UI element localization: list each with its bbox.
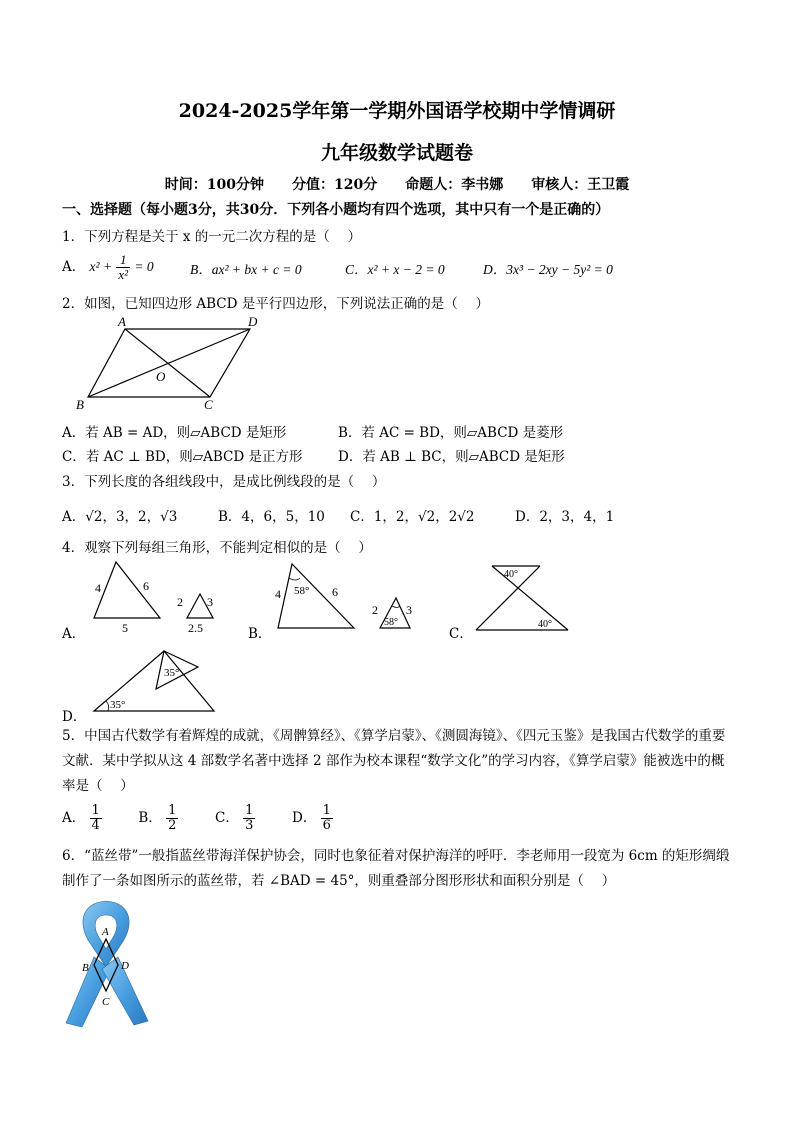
- side-label: 6: [332, 585, 338, 599]
- q4-stem: 4．观察下列每组三角形，不能判定相似的是（ ）: [62, 540, 372, 556]
- fraction: $\frac{1}{3}$: [245, 803, 254, 833]
- ribbon-label-d: D: [121, 960, 129, 972]
- angle-label: 35°: [164, 667, 180, 679]
- side-label: 4: [95, 581, 101, 595]
- option-label: B．: [138, 810, 162, 826]
- diagonal-bd: [88, 329, 250, 397]
- q4-option-b-label: B．: [248, 626, 272, 642]
- angle-arc: [106, 701, 109, 711]
- angle-label: 40°: [538, 619, 552, 630]
- triangle-large: [94, 562, 160, 618]
- exam-meta: 时间：100分钟 分值：120分 命题人：李书娜 审核人：王卫霞: [164, 177, 630, 193]
- parallelogram-figure: [70, 315, 270, 415]
- q4-option-d-label: D．: [62, 709, 87, 725]
- angle-arc: [392, 606, 400, 608]
- q5-text: 5．中国古代数学有着辉煌的成就，《周髀算经》、《算学启蒙》、《测圆海镜》、《四元玉鉴》是我国古代数学的重要文献．某中学拟从这 4 部数学名著中选择 2 部作为校本课程“数学文化”的学习内容，《算学启蒙》能被选中的概率是（ ）: [62, 728, 726, 794]
- vertex-d-label: D: [248, 315, 258, 329]
- fraction: $\frac{1}{4}$: [91, 803, 100, 833]
- angle-label: 58°: [294, 585, 310, 597]
- q4-figure-d: [88, 645, 223, 715]
- q1-stem: 1．下列方程是关于 x 的一元二次方程的是（ ）: [62, 229, 362, 245]
- vertex-c-label: C: [204, 397, 213, 412]
- center-o-label: O: [156, 369, 166, 384]
- side-label: 2: [177, 595, 183, 609]
- q5-options: [62, 800, 333, 836]
- q2-stem: 2．如图，已知四边形 ABCD 是平行四边形，下列说法正确的是（ ）: [62, 296, 490, 312]
- option-label: C．: [215, 810, 239, 826]
- q2-option-d: D．若 AB ⊥ BC，则▱ABCD 是矩形: [338, 449, 565, 465]
- side-label: 6: [143, 579, 149, 593]
- q1-option-d: D．3x³ − 2xy − 5y² = 0: [483, 262, 613, 277]
- vertex-b-label: B: [76, 397, 84, 412]
- q3-stem: 3．下列长度的各组线段中，是成比例线段的是（ ）: [62, 474, 386, 490]
- q2-option-b: B．若 AC = BD，则▱ABCD 是菱形: [338, 425, 564, 441]
- fraction: $\frac{1}{6}$: [322, 803, 331, 833]
- angle-label: 40°: [504, 569, 518, 580]
- side-label: 3: [406, 603, 412, 617]
- ribbon-label-b: B: [82, 962, 89, 974]
- q3-option-c: C．1，2，√2，2√2: [350, 509, 475, 525]
- q3-option-b: B．4，6，5，10: [218, 509, 325, 525]
- vertex-a-label: A: [118, 315, 126, 329]
- option-label: D．: [292, 810, 317, 826]
- blue-ribbon-figure: [60, 895, 160, 1030]
- q6-text: 6．“蓝丝带”一般指蓝丝带海洋保护协会，同时也象征着对保护海洋的呼吁．李老师用一段宽为 6cm 的矩形绸缎制作了一条如图所示的蓝丝带，若 ∠BAD = 45°，则重叠部分图形形状和面积分别是（ ）: [62, 848, 730, 889]
- side-label: 2: [372, 603, 378, 617]
- angle-arc: [289, 578, 300, 580]
- q2-option-a: A．若 AB = AD，则▱ABCD 是矩形: [62, 425, 287, 441]
- ribbon-label-a: A: [102, 926, 109, 938]
- q4-figure-a: [88, 558, 228, 636]
- exam-title: 2024-2025学年第一学期外国语学校期中学情调研: [178, 100, 616, 122]
- triangle-large: [278, 564, 354, 628]
- q4-figure-b: [272, 560, 422, 634]
- q4-option-c-label: C．: [449, 626, 473, 642]
- math-expr: x² +: [89, 259, 113, 274]
- q1-option-a: [62, 250, 154, 284]
- side-label: 2.5: [188, 621, 203, 635]
- q2-option-c: C．若 AC ⊥ BD，则▱ABCD 是正方形: [62, 449, 303, 465]
- exam-subtitle: 九年级数学试题卷: [320, 142, 473, 164]
- q4-option-a-label: A．: [62, 626, 86, 642]
- q4-figure-c: [470, 560, 580, 634]
- angle-label: 35°: [110, 699, 126, 711]
- fraction: $\frac{1}{2}$: [168, 803, 177, 833]
- ribbon-label-c: C: [102, 996, 110, 1008]
- side-label: 4: [275, 587, 281, 601]
- side-label: 5: [122, 621, 128, 635]
- q1-option-b: B．ax² + bx + c = 0: [190, 262, 302, 277]
- q3-option-d: D．2，3，4，1: [515, 509, 615, 525]
- option-label: A．: [62, 259, 86, 275]
- q3-option-a: A．√2，3，2，√3: [62, 509, 178, 525]
- q1-option-c: C．x² + x − 2 = 0: [345, 262, 445, 277]
- math-expr: = 0: [134, 259, 154, 274]
- option-label: A．: [62, 810, 86, 826]
- fraction: $\frac{1}{\text{x²}}$: [118, 252, 129, 282]
- angle-label: 58°: [384, 617, 398, 628]
- section-heading: 一、选择题（每小题3分，共30分．下列各小题均有四个选项，其中只有一个是正确的）: [62, 202, 610, 218]
- side-label: 3: [207, 595, 213, 609]
